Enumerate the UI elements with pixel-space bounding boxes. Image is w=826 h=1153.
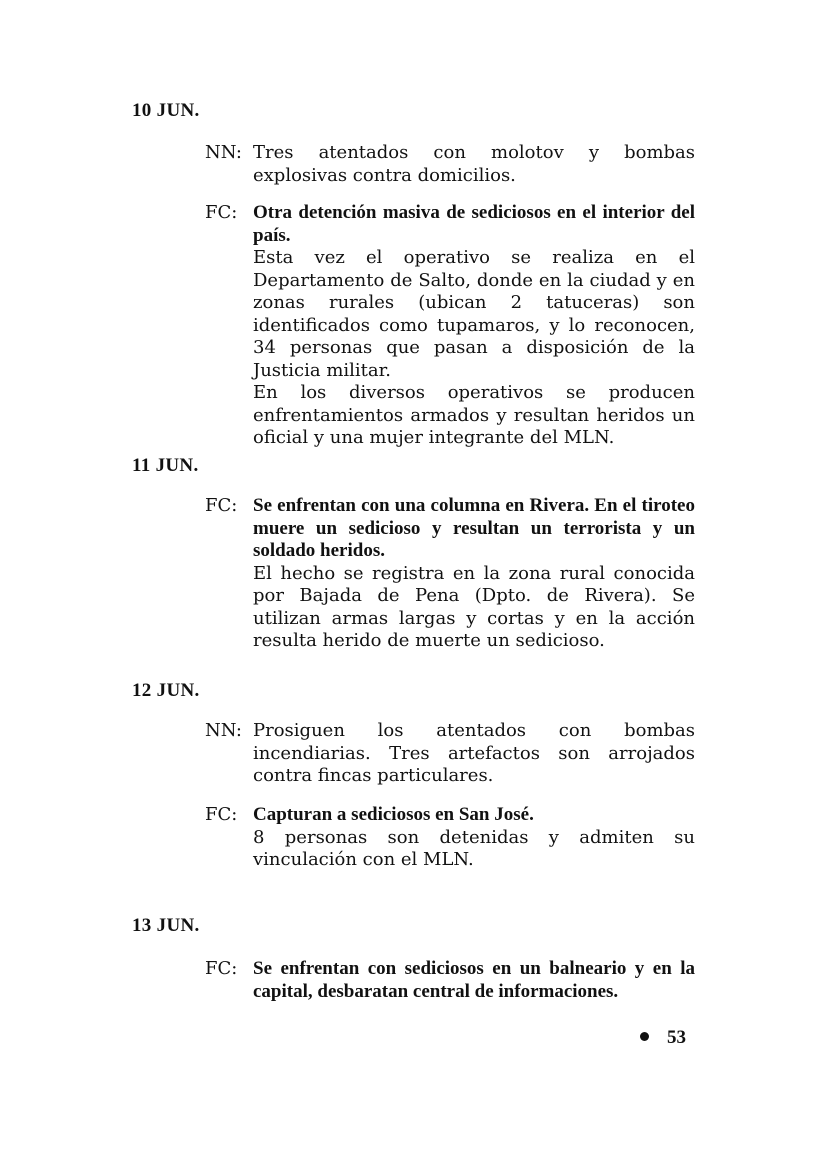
news-entry <box>205 202 695 450</box>
entry-headline: Se enfrentan con sediciosos en un balneario y en la capital, desbaratan central de informaciones. <box>253 958 695 1002</box>
date-heading: 13 JUN. <box>132 915 200 936</box>
entry-headline: Se enfrentan con una columna en Rivera. En el tiroteo muere un sedicioso y resultan un terrorista y un soldado heridos. <box>253 495 695 561</box>
source-label: FC: <box>205 202 238 223</box>
source-label: FC: <box>205 958 238 979</box>
news-entry <box>205 958 695 1003</box>
page-footer <box>640 1027 686 1049</box>
bullet-dot-icon <box>640 1032 649 1041</box>
page-number: 53 <box>667 1027 686 1048</box>
news-entry <box>205 804 695 872</box>
entry-text: Esta vez el operativo se realiza en el Departamento de Salto, donde en la ciudad y en zonas rurales (ubican 2 tatuceras) son identificados como tupamaros, y lo reconocen, 34 personas que pasan a disposición de la Justicia militar. <box>253 247 695 381</box>
entry-headline: Otra detención masiva de sediciosos en el interior del país. <box>253 202 695 246</box>
entry-text: 8 personas son detenidas y admiten su vinculación con el MLN. <box>253 826 695 870</box>
news-entry <box>205 720 695 788</box>
entry-text: En los diversos operativos se producen enfrentamientos armados y resultan heridos un oficial y una mujer integrante del MLN. <box>253 382 695 448</box>
news-entry <box>205 495 695 653</box>
entry-text: Prosiguen los atentados con bombas incendiarias. Tres artefactos son arrojados contra fincas particulares. <box>253 720 695 786</box>
news-entry <box>205 142 695 187</box>
entry-text: El hecho se registra en la zona rural conocida por Bajada de Pena (Dpto. de Rivera). Se utilizan armas largas y cortas y en la acción resulta herido de muerte un sedicioso. <box>253 562 695 651</box>
date-heading: 11 JUN. <box>132 455 199 476</box>
source-label: FC: <box>205 495 238 516</box>
entry-text: Tres atentados con molotov y bombas explosivas contra domicilios. <box>253 142 695 186</box>
source-label: NN: <box>205 142 242 163</box>
source-label: FC: <box>205 804 238 825</box>
source-label: NN: <box>205 720 242 741</box>
entry-headline: Capturan a sediciosos en San José. <box>253 804 534 825</box>
date-heading: 12 JUN. <box>132 680 200 701</box>
date-heading: 10 JUN. <box>132 100 200 121</box>
